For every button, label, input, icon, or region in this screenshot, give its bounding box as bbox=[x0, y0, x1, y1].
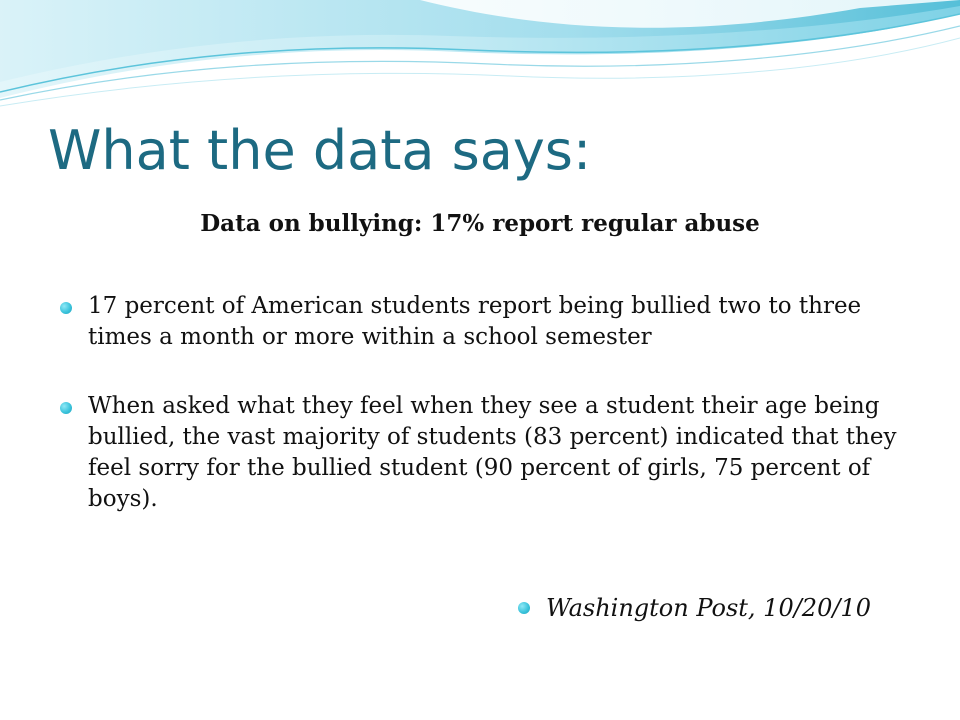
slide-subtitle: Data on bullying: 17% report regular abuse bbox=[200, 210, 760, 237]
bullet-text: When asked what they feel when they see a student their age being bullied, the vast majority of students (83 percent) indicated that they feel sorry for the bullied student (90 percent of girls, 75 percent of boys). bbox=[88, 393, 897, 512]
bullet-item bbox=[60, 391, 920, 515]
source-citation bbox=[518, 590, 871, 626]
round-bullet-icon bbox=[518, 602, 530, 614]
round-bullet-icon bbox=[60, 402, 72, 414]
bullet-item bbox=[60, 291, 920, 353]
bullet-text: 17 percent of American students report being bullied two to three times a month or more within a school semester bbox=[88, 293, 862, 350]
round-bullet-icon bbox=[60, 302, 72, 314]
decorative-wave-header bbox=[0, 0, 960, 110]
source-text: Washington Post, 10/20/10 bbox=[546, 594, 871, 622]
bullet-list bbox=[60, 291, 920, 515]
slide-title: What the data says: bbox=[48, 119, 592, 182]
